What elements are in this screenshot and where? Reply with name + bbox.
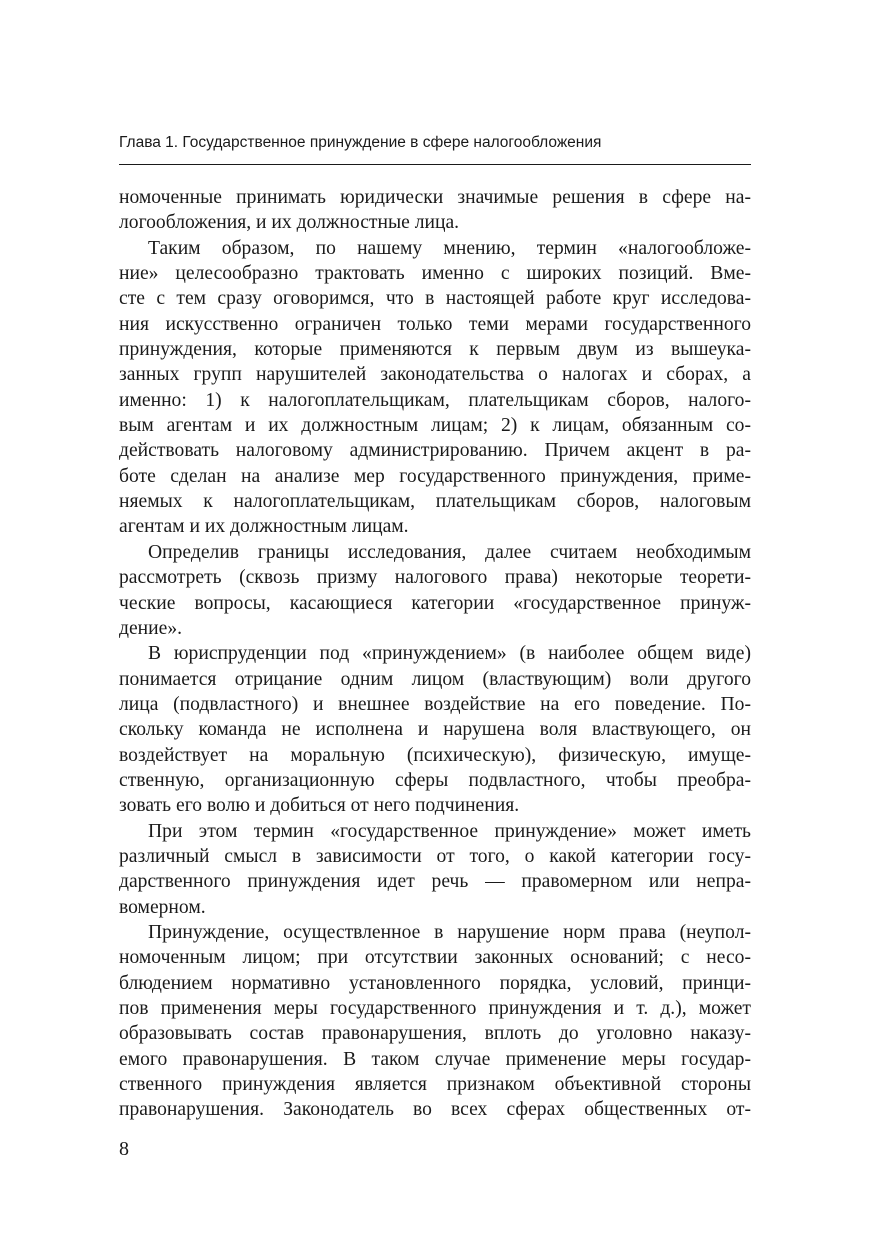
text-line: скольку команда не исполнена и нарушена воля властвующего, он [119,719,751,741]
text-line: дение». [119,617,183,639]
text-line: номоченные принимать юридически значимые решения в сфере на- [119,187,751,208]
text-line: агентам и их должностным лицам. [119,516,409,538]
text-line: логообложения, и их должностные лица. [119,212,460,234]
text-line: рассмотреть (сквозь призму налогового права) некоторые теорети- [119,567,751,589]
text-line: именно: 1) к налогоплательщикам, плательщикам сборов, налого- [119,389,751,411]
text-line: боте сделан на анализе мер государственного принуждения, приме- [119,465,751,487]
text-line: различный смысл в зависимости от того, о какой категории госу- [119,845,751,867]
text-line: принуждения, которые применяются к первым двум из вышеука- [119,339,751,361]
text-line: воздействует на моральную (психическую), физическую, имуще- [119,744,751,766]
text-line: образовывать состав правонарушения, вплоть до уголовно наказу- [119,1023,751,1045]
text-line: сте с тем сразу оговоримся, что в настоящей работе круг исследова- [119,288,751,310]
text-line: ния искусственно ограничен только теми мерами государственного [119,313,751,335]
text-line: лица (подвластного) и внешнее воздействие на его поведение. По- [119,693,751,715]
text-line: Таким образом, по нашему мнению, термин «налогообложе- [148,237,751,259]
text-line: вым агентам и их должностным лицам; 2) к лицам, обязанным со- [119,415,751,437]
text-line: Принуждение, осуществленное в нарушение норм права (неупол- [148,921,751,943]
running-header: Глава 1. Государственное принуждение в сфере налогообложения [119,134,602,151]
body-text [119,185,751,1123]
text-line: номоченным лицом; при отсутствии законных оснований; с несо- [119,947,751,969]
text-line: Определив границы исследования, далее считаем необходимым [148,541,751,563]
text-line: В юриспруденции под «принуждением» (в наиболее общем виде) [148,643,751,665]
text-line: пов применения меры государственного принуждения и т. д.), может [119,998,751,1019]
text-line: емого правонарушения. В таком случае применение меры государ- [119,1048,751,1070]
text-line: блюдением нормативно установленного порядка, условий, принци- [119,972,751,994]
header-divider [119,164,751,165]
text-line: ческие вопросы, касающиеся категории «государственное принуж- [119,592,751,614]
text-line: действовать налоговому администрированию. Причем акцент в ра- [119,440,751,462]
text-line: дарственного принуждения идет речь — правомерном или непра- [119,871,751,893]
text-line: ственного принуждения является признаком объективной стороны [119,1074,751,1096]
text-line: ние» целесообразно трактовать именно с широких позиций. Вме- [119,263,751,285]
text-line: вомерном. [119,896,206,918]
text-line: зовать его волю и добиться от него подчинения. [119,795,520,817]
page-number: 8 [119,1138,129,1160]
text-line: понимается отрицание одним лицом (властвующим) воли другого [119,668,751,690]
text-line: При этом термин «государственное принуждение» может иметь [148,820,751,842]
text-line: правонарушения. Законодатель во всех сферах общественных от- [119,1099,751,1121]
text-line: няемых к налогоплательщикам, плательщикам сборов, налоговым [119,491,751,513]
text-line: ственную, организационную сферы подвластного, чтобы преобра- [119,769,751,791]
text-line: занных групп нарушителей законодательства о налогах и сборах, а [119,364,751,386]
